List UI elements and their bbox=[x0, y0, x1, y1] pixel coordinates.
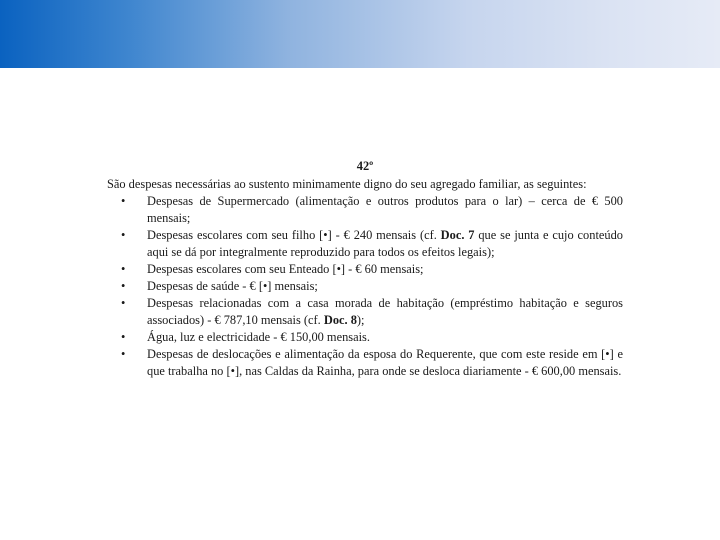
expense-list bbox=[107, 193, 623, 380]
expense-text-after: que se junta e cujo conteúdo aqui se dá por integralmente reproduzido para todos os efeitos legais); bbox=[147, 228, 623, 259]
expense-text: Despesas de saúde - € [•] mensais; bbox=[147, 279, 318, 293]
article-intro: São despesas necessárias ao sustento minimamente digno do seu agregado familiar, as seguintes: bbox=[107, 177, 587, 191]
list-item bbox=[107, 295, 623, 329]
expense-text: Despesas escolares com seu Enteado [•] - € 60 mensais; bbox=[147, 262, 424, 276]
header-gradient-band bbox=[0, 0, 720, 68]
expense-text: Água, luz e electricidade - € 150,00 mensais. bbox=[147, 330, 370, 344]
list-item bbox=[107, 329, 623, 346]
expense-text: Despesas de deslocações e alimentação da esposa do Requerente, que com este reside em [•] e que trabalha no [•], nas Caldas da Rainha, para onde se desloca diariamente - € 600,00 mensais. bbox=[147, 347, 623, 378]
article-heading: 42º bbox=[356, 159, 374, 173]
list-item bbox=[107, 227, 623, 261]
list-item bbox=[107, 261, 623, 278]
list-item bbox=[107, 193, 623, 227]
list-item bbox=[107, 346, 623, 380]
doc-reference: Doc. 7 bbox=[440, 228, 475, 242]
document-body bbox=[107, 158, 623, 380]
bullet-icon: • bbox=[121, 262, 126, 276]
expense-text: Despesas de Supermercado (alimentação e outros produtos para o lar) – cerca de € 500 mensais; bbox=[147, 194, 623, 225]
bullet-icon: • bbox=[121, 330, 126, 344]
expense-text-before: Despesas relacionadas com a casa morada de habitação (empréstimo habitação e seguros associados) - € 787,10 mensais (cf. bbox=[147, 296, 623, 327]
bullet-icon: • bbox=[121, 347, 126, 361]
list-item bbox=[107, 278, 623, 295]
bullet-icon: • bbox=[121, 296, 126, 310]
bullet-icon: • bbox=[121, 194, 126, 208]
expense-text-before: Despesas escolares com seu filho [•] - € 240 mensais (cf. bbox=[147, 228, 441, 242]
bullet-icon: • bbox=[121, 228, 126, 242]
doc-reference: Doc. 8 bbox=[323, 313, 357, 327]
expense-text-after: ); bbox=[356, 313, 365, 327]
bullet-icon: • bbox=[121, 279, 126, 293]
